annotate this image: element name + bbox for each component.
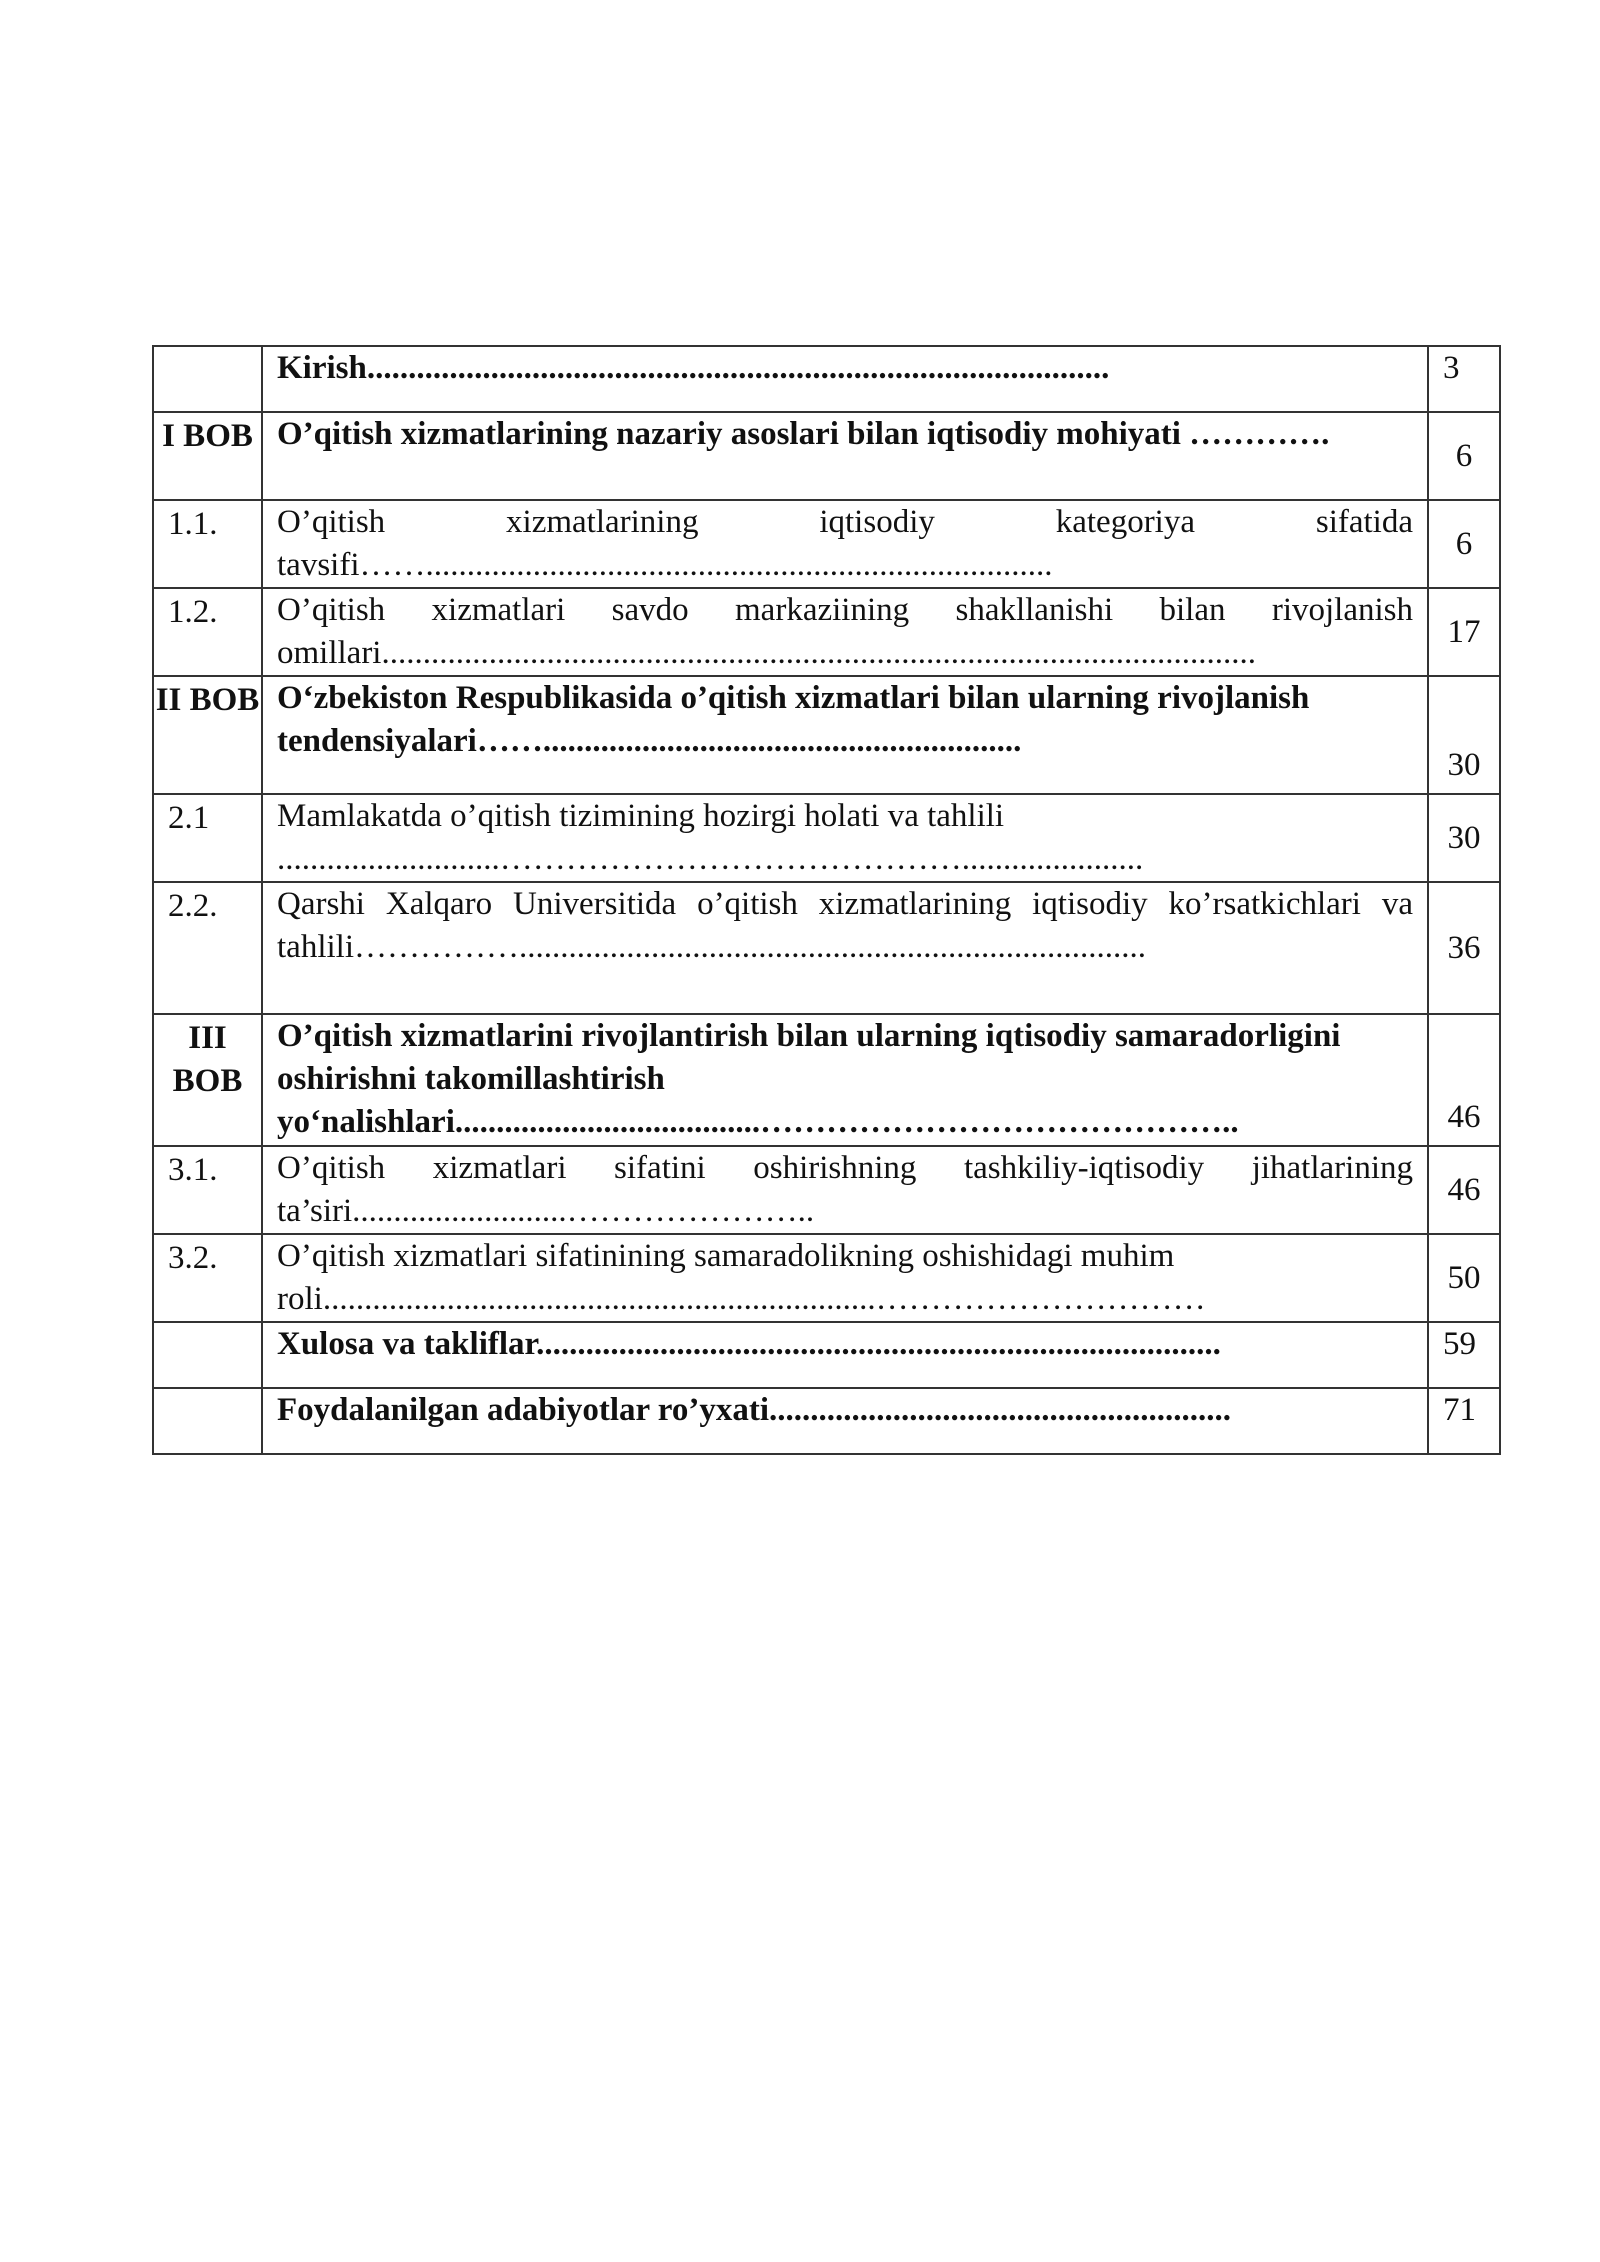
toc-row-title: O’qitish xizmatlari sifatinining samaradolikning oshishidagi muhim roli...................................................................…………………………	[262, 1234, 1428, 1322]
toc-row-title: Mamlakatda o’qitish tizimining hozirgi holati va tahlili ...........................……………………………………......................	[262, 794, 1428, 882]
toc-row-title: Foydalanilgan adabiyotlar ro’yxati........................................................	[262, 1388, 1428, 1454]
toc-row-number: 3.2.	[153, 1234, 262, 1322]
toc-row-number: 3.1.	[153, 1146, 262, 1234]
toc-row-title: O’qitish xizmatlarining nazariy asoslari bilan iqtisodiy mohiyati ………….	[262, 412, 1428, 500]
toc-row-chapter-3	[153, 1014, 1500, 1146]
toc-row-number: I BOB	[153, 412, 262, 500]
toc-row-introduction	[153, 346, 1500, 412]
toc-row-page: 6	[1428, 500, 1500, 588]
toc-row-number: 1.2.	[153, 588, 262, 676]
toc-row-number	[153, 346, 262, 412]
toc-row-section-1-1	[153, 500, 1500, 588]
table-of-contents	[152, 345, 1501, 1455]
toc-row-section-2-2	[153, 882, 1500, 1014]
toc-row-number: III BOB	[153, 1014, 262, 1146]
toc-row-title: Xulosa va takliflar...................................................................................	[262, 1322, 1428, 1388]
toc-row-title: Kirish..........................................................................................	[262, 346, 1428, 412]
toc-row-chapter-2	[153, 676, 1500, 794]
toc-row-references	[153, 1388, 1500, 1454]
toc-row-number: 2.2.	[153, 882, 262, 1014]
toc-row-title: O’qitish xizmatlari sifatini oshirishning tashkiliy-iqtisodiy jihatlarining ta’siri..........................…………………..	[262, 1146, 1428, 1234]
toc-row-section-1-2	[153, 588, 1500, 676]
toc-row-page: 17	[1428, 588, 1500, 676]
toc-row-page: 50	[1428, 1234, 1500, 1322]
toc-row-page: 46	[1428, 1014, 1500, 1146]
toc-row-page: 3	[1428, 346, 1500, 412]
toc-row-number: 2.1	[153, 794, 262, 882]
toc-row-number	[153, 1388, 262, 1454]
toc-row-page: 46	[1428, 1146, 1500, 1234]
toc-row-title: O‘zbekiston Respublikasida o’qitish xizmatlari bilan ularning rivojlanish tendensiyalari……..........................................................	[262, 676, 1428, 794]
toc-row-conclusions	[153, 1322, 1500, 1388]
toc-row-section-3-1	[153, 1146, 1500, 1234]
toc-row-page: 36	[1428, 882, 1500, 1014]
toc-row-section-3-2	[153, 1234, 1500, 1322]
toc-row-title: O’qitish xizmatlarini rivojlantirish bilan ularning iqtisodiy samaradorligini oshirishni takomillashtirish yo‘nalishlari.....................................……………………………………..	[262, 1014, 1428, 1146]
toc-row-title: O’qitish xizmatlari savdo markaziining shakllanishi bilan rivojlanish omillari..........................................................................................................	[262, 588, 1428, 676]
toc-row-section-2-1	[153, 794, 1500, 882]
toc-row-page: 59	[1428, 1322, 1500, 1388]
toc-row-page: 71	[1428, 1388, 1500, 1454]
toc-row-number	[153, 1322, 262, 1388]
toc-row-number: 1.1.	[153, 500, 262, 588]
toc-row-page: 6	[1428, 412, 1500, 500]
toc-row-page: 30	[1428, 794, 1500, 882]
toc-row-chapter-1	[153, 412, 1500, 500]
toc-row-number: II BOB	[153, 676, 262, 794]
toc-row-title: O’qitish xizmatlarining iqtisodiy kategoriya sifatida tavsifi……............................................................................	[262, 500, 1428, 588]
toc-row-title: Qarshi Xalqaro Universitida o’qitish xizmatlarining iqtisodiy ko’rsatkichlari va tahlili……………............................................................................	[262, 882, 1428, 1014]
toc-row-page: 30	[1428, 676, 1500, 794]
